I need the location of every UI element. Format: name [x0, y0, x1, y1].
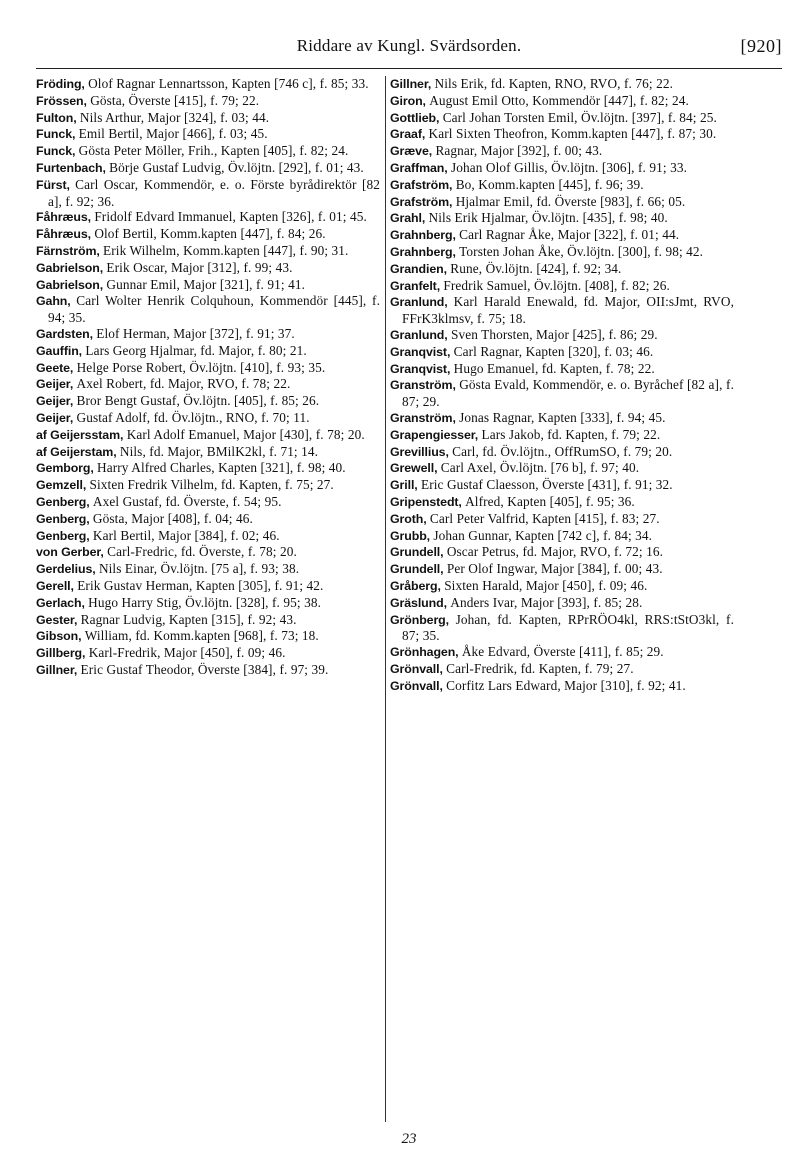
entry-surname: Fürst,: [36, 177, 70, 192]
left-column: [36, 76, 380, 1126]
entry-details: Gustaf Adolf, fd. Öv.löjtn., RNO, f. 70; 11.: [76, 409, 310, 425]
running-header: [36, 36, 782, 66]
entry-details: Carl Wolter Henrik Colquhoun, Kommendör [445], f. 94; 35.: [48, 293, 380, 326]
entry-surname: Gabrielson,: [36, 260, 104, 275]
register-entry: [36, 393, 380, 410]
entry-details: Corfitz Lars Edward, Major [310], f. 92; 41.: [446, 677, 686, 693]
entry-surname: Græve,: [390, 144, 433, 159]
entry-details: Axel Robert, fd. Major, RVO, f. 78; 22.: [76, 376, 291, 392]
header-rule: [36, 68, 782, 69]
entry-details: Sixten Harald, Major [450], f. 09; 46.: [444, 577, 648, 593]
entry-details: Erik Gustav Herman, Kapten [305], f. 91; 42.: [77, 577, 324, 593]
register-entry: [390, 227, 734, 244]
entry-surname: Gripenstedt,: [390, 494, 462, 509]
entry-surname: Genberg,: [36, 511, 90, 526]
entry-surname: Geijer,: [36, 394, 74, 409]
entry-details: Carl Ragnar Åke, Major [322], f. 01; 44.: [459, 227, 680, 243]
column-divider: [385, 76, 386, 1122]
entry-details: Erik Oscar, Major [312], f. 99; 43.: [106, 259, 293, 275]
entry-surname: Giron,: [390, 93, 426, 108]
entry-surname: Gemzell,: [36, 478, 87, 493]
entry-details: Olof Bertil, Komm.kapten [447], f. 84; 26.: [94, 226, 326, 242]
entry-details: Sven Thorsten, Major [425], f. 86; 29.: [450, 326, 658, 342]
entry-surname: Genberg,: [36, 494, 90, 509]
register-entry: [390, 612, 734, 645]
register-entry: [36, 360, 380, 377]
right-column: [390, 76, 734, 1126]
entry-details: Karl Sixten Theofron, Komm.kapten [447], f. 87; 30.: [428, 126, 717, 142]
entry-details: Lars Georg Hjalmar, fd. Major, f. 80; 21.: [85, 342, 307, 358]
entry-surname: Grönberg,: [390, 612, 449, 627]
entry-surname: Grewell,: [390, 461, 438, 476]
entry-details: August Emil Otto, Kommendör [447], f. 82; 24.: [429, 92, 689, 108]
register-entry: [390, 477, 734, 494]
entry-surname: Gerdelius,: [36, 562, 96, 577]
entry-details: Harry Alfred Charles, Kapten [321], f. 98; 40.: [97, 460, 346, 476]
register-entry: [390, 427, 734, 444]
register-entry: [36, 595, 380, 612]
register-entry: [36, 628, 380, 645]
entry-details: Elof Herman, Major [372], f. 91; 37.: [96, 325, 295, 341]
entry-surname: Grandien,: [390, 261, 447, 276]
entry-surname: Grapengiesser,: [390, 427, 479, 442]
register-entry: [390, 261, 734, 278]
register-entry: [36, 126, 380, 143]
register-entry: [390, 344, 734, 361]
register-entry: [390, 678, 734, 695]
entry-surname: Grubb,: [390, 528, 431, 543]
entry-details: Alfred, Kapten [405], f. 95; 36.: [465, 493, 635, 509]
entry-details: Olof Ragnar Lennartsson, Kapten [746 c], f. 85; 33.: [88, 76, 369, 91]
register-entry: [390, 511, 734, 528]
entry-details: Sixten Fredrik Vilhelm, fd. Kapten, f. 75; 27.: [89, 477, 334, 493]
register-entry: [36, 76, 380, 93]
entry-details: Ragnar Ludvig, Kapten [315], f. 92; 43.: [80, 611, 297, 627]
register-entry: [36, 427, 380, 444]
register-entry: [36, 177, 380, 210]
entry-details: Karl Adolf Emanuel, Major [430], f. 78; 20.: [126, 426, 365, 442]
register-columns: [36, 76, 782, 1126]
register-entry: [390, 194, 734, 211]
register-entry: [390, 410, 734, 427]
register-entry: [36, 260, 380, 277]
register-entry: [390, 244, 734, 261]
entry-details: Gunnar Emil, Major [321], f. 91; 41.: [106, 276, 305, 292]
register-entry: [36, 110, 380, 127]
entry-details: Rune, Öv.löjtn. [424], f. 92; 34.: [450, 260, 622, 276]
entry-surname: Gerell,: [36, 578, 74, 593]
entry-surname: Gråberg,: [390, 578, 441, 593]
entry-details: Johan Gunnar, Kapten [742 c], f. 84; 34.: [433, 527, 653, 543]
entry-details: Nils Einar, Öv.löjtn. [75 a], f. 93; 38.: [98, 561, 300, 577]
entry-details: Anders Ivar, Major [393], f. 85; 28.: [450, 594, 643, 610]
entry-details: Fredrik Samuel, Öv.löjtn. [408], f. 82; 26.: [443, 277, 670, 293]
register-entry: [36, 343, 380, 360]
entry-surname: Granlund,: [390, 327, 448, 342]
register-entry: [36, 277, 380, 294]
register-entry: [36, 645, 380, 662]
register-entry: [390, 110, 734, 127]
register-entry: [390, 126, 734, 143]
entry-surname: Geete,: [36, 360, 74, 375]
entry-surname: Granqvist,: [390, 361, 451, 376]
entry-details: Gösta, Överste [415], f. 79; 22.: [90, 92, 260, 108]
entry-surname: Gibson,: [36, 629, 82, 644]
entry-surname: Geijer,: [36, 377, 74, 392]
register-entry: [36, 143, 380, 160]
entry-details: Emil Bertil, Major [466], f. 03; 45.: [78, 126, 268, 142]
entry-surname: Funck,: [36, 144, 76, 159]
register-entry: [390, 327, 734, 344]
entry-details: Carl Oscar, Kommendör, e. o. Förste byrådirektör [82 a], f. 92; 36.: [48, 176, 380, 209]
entry-surname: Grönvall,: [390, 678, 443, 693]
entry-surname: Grill,: [390, 478, 418, 493]
entry-surname: Grönhagen,: [390, 645, 459, 660]
register-entry: [36, 376, 380, 393]
entry-details: Carl Johan Torsten Emil, Öv.löjtn. [397], f. 84; 25.: [442, 109, 717, 125]
entry-surname: Gottlieb,: [390, 110, 440, 125]
register-entry: [36, 326, 380, 343]
header-page-number: [920]: [740, 36, 782, 56]
entry-details: Nils Erik, fd. Kapten, RNO, RVO, f. 76; 22.: [434, 76, 674, 91]
entry-surname: Groth,: [390, 511, 427, 526]
register-entry: [36, 226, 380, 243]
register-entry: [390, 143, 734, 160]
entry-details: Per Olof Ingwar, Major [384], f. 00; 43.: [446, 561, 663, 577]
entry-details: Helge Porse Robert, Öv.löjtn. [410], f. 93; 35.: [76, 359, 326, 375]
entry-surname: Grafström,: [390, 194, 453, 209]
entry-surname: af Geijersstam,: [36, 427, 124, 442]
entry-details: Nils Arthur, Major [324], f. 03; 44.: [79, 109, 270, 125]
entry-details: Hjalmar Emil, fd. Överste [983], f. 66; 05.: [455, 193, 686, 209]
entry-surname: Gillner,: [36, 662, 78, 677]
page-folio: 23: [401, 1131, 417, 1147]
entry-details: Bo, Komm.kapten [445], f. 96; 39.: [455, 176, 644, 192]
document-page: [36, 0, 782, 1172]
entry-surname: Färnström,: [36, 243, 100, 258]
entry-surname: Granström,: [390, 378, 456, 393]
entry-details: Erik Wilhelm, Komm.kapten [447], f. 90; 31.: [103, 242, 349, 258]
entry-details: Åke Edvard, Överste [411], f. 85; 29.: [461, 644, 664, 660]
entry-details: Lars Jakob, fd. Kapten, f. 79; 22.: [481, 426, 661, 442]
entry-surname: Geijer,: [36, 410, 74, 425]
entry-details: Jonas Ragnar, Kapten [333], f. 94; 45.: [459, 409, 666, 425]
entry-details: Karl Harald Enewald, fd. Major, OII:sJmt, RVO, FFrK3klmsv, f. 75; 18.: [402, 294, 734, 327]
entry-details: Carl Peter Valfrid, Kapten [415], f. 83; 27.: [429, 510, 660, 526]
entry-surname: Genberg,: [36, 528, 90, 543]
entry-surname: Grahnberg,: [390, 228, 456, 243]
entry-surname: Granfelt,: [390, 278, 441, 293]
entry-details: Gösta Evald, Kommendör, e. o. Byråchef [82 a], f. 87; 29.: [402, 377, 734, 410]
entry-surname: Gräslund,: [390, 595, 447, 610]
entry-details: Carl, fd. Öv.löjtn., OffRumSO, f. 79; 20.: [452, 443, 673, 459]
entry-surname: Gester,: [36, 612, 78, 627]
register-entry: [390, 160, 734, 177]
entry-surname: von Gerber,: [36, 545, 104, 560]
entry-details: Hugo Emanuel, fd. Kapten, f. 78; 22.: [453, 360, 655, 376]
entry-details: Torsten Johan Åke, Öv.löjtn. [300], f. 98; 42.: [459, 243, 704, 259]
entry-surname: Gardsten,: [36, 326, 93, 341]
register-entry: [36, 578, 380, 595]
entry-surname: Grönvall,: [390, 661, 443, 676]
register-entry: [390, 578, 734, 595]
entry-surname: Grahnberg,: [390, 244, 456, 259]
register-entry: [390, 494, 734, 511]
register-entry: [390, 661, 734, 678]
entry-surname: af Geijerstam,: [36, 444, 117, 459]
entry-surname: Gemborg,: [36, 461, 94, 476]
register-entry: [36, 460, 380, 477]
entry-details: Börje Gustaf Ludvig, Öv.löjtn. [292], f. 01; 43.: [109, 159, 364, 175]
entry-surname: Fåhræus,: [36, 210, 91, 225]
header-title: Riddare av Kungl. Svärdsorden.: [296, 36, 522, 55]
entry-surname: Granqvist,: [390, 344, 451, 359]
entry-details: Hugo Harry Stig, Öv.löjtn. [328], f. 95; 38.: [88, 594, 322, 610]
entry-surname: Gabrielson,: [36, 277, 104, 292]
entry-surname: Grundell,: [390, 562, 444, 577]
register-entry: [390, 177, 734, 194]
register-entry: [36, 410, 380, 427]
register-entry: [390, 644, 734, 661]
register-entry: [36, 209, 380, 226]
entry-surname: Gillberg,: [36, 646, 86, 661]
entry-surname: Frössen,: [36, 93, 87, 108]
entry-surname: Fåhræus,: [36, 227, 91, 242]
entry-details: William, fd. Komm.kapten [968], f. 73; 18.: [84, 628, 319, 644]
register-entry: [36, 612, 380, 629]
entry-surname: Fröding,: [36, 77, 85, 91]
entry-details: Carl Axel, Öv.löjtn. [76 b], f. 97; 40.: [440, 460, 640, 476]
entry-details: Carl-Fredric, fd. Överste, f. 78; 20.: [107, 544, 297, 560]
entry-surname: Fulton,: [36, 110, 77, 125]
register-entry: [36, 444, 380, 461]
register-entry: [390, 278, 734, 295]
register-entry: [390, 595, 734, 612]
register-entry: [390, 294, 734, 327]
entry-surname: Grundell,: [390, 545, 444, 560]
register-entry: [390, 444, 734, 461]
entry-surname: Furtenbach,: [36, 160, 106, 175]
register-entry: [390, 460, 734, 477]
register-entry: [390, 528, 734, 545]
register-entry: [390, 544, 734, 561]
entry-details: Oscar Petrus, fd. Major, RVO, f. 72; 16.: [446, 544, 664, 560]
entry-details: Nils, fd. Major, BMilK2kl, f. 71; 14.: [119, 443, 319, 459]
entry-surname: Funck,: [36, 127, 76, 142]
entry-surname: Graaf,: [390, 127, 426, 142]
register-entry: [36, 528, 380, 545]
register-entry: [36, 561, 380, 578]
register-entry: [390, 76, 734, 93]
entry-surname: Grafström,: [390, 177, 453, 192]
entry-details: Johan Olof Gillis, Öv.löjtn. [306], f. 91; 33.: [450, 159, 688, 175]
register-entry: [36, 494, 380, 511]
register-entry: [36, 93, 380, 110]
entry-surname: Granlund,: [390, 295, 448, 310]
entry-details: Axel Gustaf, fd. Överste, f. 54; 95.: [92, 493, 282, 509]
entry-details: Gösta Peter Möller, Frih., Kapten [405], f. 82; 24.: [78, 143, 349, 159]
entry-surname: Gillner,: [390, 77, 432, 91]
entry-surname: Gauffin,: [36, 343, 83, 358]
register-entry: [36, 293, 380, 326]
entry-details: Karl-Fredrik, Major [450], f. 09; 46.: [88, 645, 286, 661]
entry-details: Johan, fd. Kapten, RPrRÖO4kl, RRS:tStO3kl, f. 87; 35.: [402, 611, 734, 644]
entry-details: Bror Bengt Gustaf, Öv.löjtn. [405], f. 85; 26.: [76, 393, 320, 409]
entry-details: Carl Ragnar, Kapten [320], f. 03; 46.: [453, 343, 654, 359]
entry-details: Eric Gustaf Claesson, Överste [431], f. 91; 32.: [420, 477, 673, 493]
register-entry: [390, 210, 734, 227]
register-entry: [36, 477, 380, 494]
entry-surname: Graffman,: [390, 160, 448, 175]
entry-surname: Grahl,: [390, 211, 426, 226]
register-entry: [390, 93, 734, 110]
register-entry: [36, 160, 380, 177]
entry-details: Fridolf Edvard Immanuel, Kapten [326], f. 01; 45.: [94, 209, 367, 225]
entry-details: Karl Bertil, Major [384], f. 02; 46.: [92, 527, 280, 543]
entry-surname: Grevillius,: [390, 444, 449, 459]
register-entry: [36, 544, 380, 561]
register-entry: [390, 561, 734, 578]
entry-details: Carl-Fredrik, fd. Kapten, f. 79; 27.: [446, 660, 634, 676]
entry-surname: Gerlach,: [36, 595, 85, 610]
entry-details: Eric Gustaf Theodor, Överste [384], f. 97; 39.: [80, 661, 329, 677]
entry-details: Gösta, Major [408], f. 04; 46.: [92, 510, 253, 526]
register-entry: [390, 361, 734, 378]
entry-surname: Granström,: [390, 410, 456, 425]
register-entry: [36, 662, 380, 679]
entry-details: Ragnar, Major [392], f. 00; 43.: [435, 143, 603, 159]
register-entry: [36, 243, 380, 260]
entry-surname: Gahn,: [36, 294, 71, 309]
register-entry: [36, 511, 380, 528]
register-entry: [390, 377, 734, 410]
entry-details: Nils Erik Hjalmar, Öv.löjtn. [435], f. 98; 40.: [428, 210, 668, 226]
